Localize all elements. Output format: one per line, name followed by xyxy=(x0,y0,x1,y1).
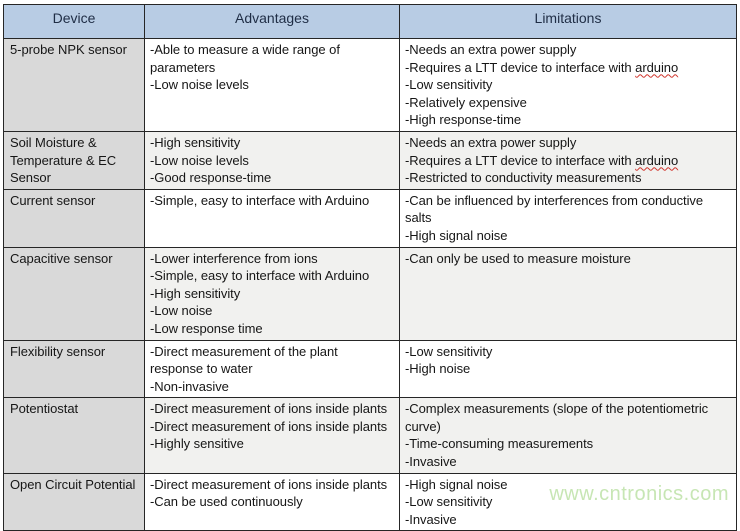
device-cell xyxy=(4,131,145,189)
advantages-cell xyxy=(145,247,400,340)
advantages-cell xyxy=(145,39,400,132)
cell-line: -Restricted to conductivity measurements xyxy=(405,170,642,186)
cell-line: Capacitive sensor xyxy=(10,250,113,266)
cell-line: -Needs an extra power supply xyxy=(405,134,577,150)
cell-line: -Simple, easy to interface with Arduino xyxy=(150,192,370,208)
cell-line: -Non-invasive xyxy=(150,378,229,394)
cell-line: -Direct measurement of ions inside plants xyxy=(150,418,388,434)
device-cell xyxy=(4,473,145,531)
cell-line: -Requires a LTT device to interface with arduino xyxy=(405,152,679,168)
sensor-comparison-table xyxy=(3,4,737,531)
cell-line: -Needs an extra power supply xyxy=(405,42,577,57)
header-row xyxy=(4,5,737,39)
cell-line: -Low sensitivity xyxy=(405,494,493,510)
limitations-cell xyxy=(400,39,737,132)
advantages-cell xyxy=(145,398,400,473)
misspelled-word: arduino xyxy=(635,59,679,75)
cell-line: -Lower interference from ions xyxy=(150,250,318,266)
cell-line: -High response-time xyxy=(405,112,522,128)
column-header-limitations: Limitations xyxy=(400,5,737,39)
advantages-cell xyxy=(145,473,400,531)
device-cell xyxy=(4,398,145,473)
cell-line: Open Circuit Potential xyxy=(10,476,136,492)
cell-line: -Able to measure a wide range of parameters xyxy=(150,42,340,75)
misspelled-word: arduino xyxy=(635,152,679,168)
cell-line: -High sensitivity xyxy=(150,134,241,150)
limitations-cell xyxy=(400,247,737,340)
advantages-cell xyxy=(145,189,400,247)
cell-line: -Low sensitivity xyxy=(405,343,493,359)
table-body xyxy=(4,39,737,531)
cell-line: -High sensitivity xyxy=(150,285,241,301)
device-cell xyxy=(4,340,145,398)
cell-line: Potentiostat xyxy=(10,401,79,417)
cell-line: -Invasive xyxy=(405,511,457,527)
column-header-device: Device xyxy=(4,5,145,39)
table-row xyxy=(4,340,737,398)
device-cell xyxy=(4,39,145,132)
cell-line: Soil Moisture & Temperature & EC Sensor xyxy=(10,134,117,186)
cell-line: -High noise xyxy=(405,361,471,377)
cell-line: -High signal noise xyxy=(405,476,508,492)
cell-line: -Low response time xyxy=(150,320,263,336)
limitations-cell xyxy=(400,398,737,473)
limitations-cell xyxy=(400,189,737,247)
cell-line: -Low noise levels xyxy=(150,152,249,168)
cell-line: -Direct measurement of ions inside plants xyxy=(150,401,388,417)
cell-line: Current sensor xyxy=(10,192,96,208)
advantages-cell xyxy=(145,131,400,189)
cell-line: 5-probe NPK sensor xyxy=(10,42,127,57)
limitations-cell xyxy=(400,473,737,531)
cell-line: -Can be influenced by interferences from conductive salts xyxy=(405,192,704,226)
table-header xyxy=(4,5,737,39)
cell-line: -Requires a LTT device to interface with arduino xyxy=(405,59,679,75)
device-cell xyxy=(4,247,145,340)
column-header-advantages: Advantages xyxy=(145,5,400,39)
limitations-cell xyxy=(400,131,737,189)
cell-line: -Can only be used to measure moisture xyxy=(405,250,631,266)
cell-line: -Good response-time xyxy=(150,170,272,186)
cell-line: -High signal noise xyxy=(405,227,508,243)
cell-line: -Complex measurements (slope of the potentiometric curve) xyxy=(405,401,709,434)
cell-line: -Simple, easy to interface with Arduino xyxy=(150,268,370,284)
table-row xyxy=(4,473,737,531)
cell-line: -Direct measurement of the plant response to water xyxy=(150,343,338,377)
cell-line: -Highly sensitive xyxy=(150,436,244,452)
table-row xyxy=(4,247,737,340)
advantages-cell xyxy=(145,340,400,398)
table-row xyxy=(4,398,737,473)
cell-line: Flexibility sensor xyxy=(10,343,106,359)
cell-line: -Can be used continuously xyxy=(150,494,303,510)
limitations-cell xyxy=(400,340,737,398)
table-row xyxy=(4,131,737,189)
cell-line: -Low noise levels xyxy=(150,77,249,93)
device-cell xyxy=(4,189,145,247)
cell-line: -Relatively expensive xyxy=(405,94,527,110)
table-row xyxy=(4,189,737,247)
cell-line: -Time-consuming measurements xyxy=(405,436,594,452)
cell-line: -Direct measurement of ions inside plants xyxy=(150,476,388,492)
cell-line: -Low noise xyxy=(150,303,213,319)
watermark: www.cntronics.com xyxy=(549,483,729,505)
cell-line: -Invasive xyxy=(405,454,457,470)
table-row xyxy=(4,39,737,132)
cell-line: -Low sensitivity xyxy=(405,77,493,93)
